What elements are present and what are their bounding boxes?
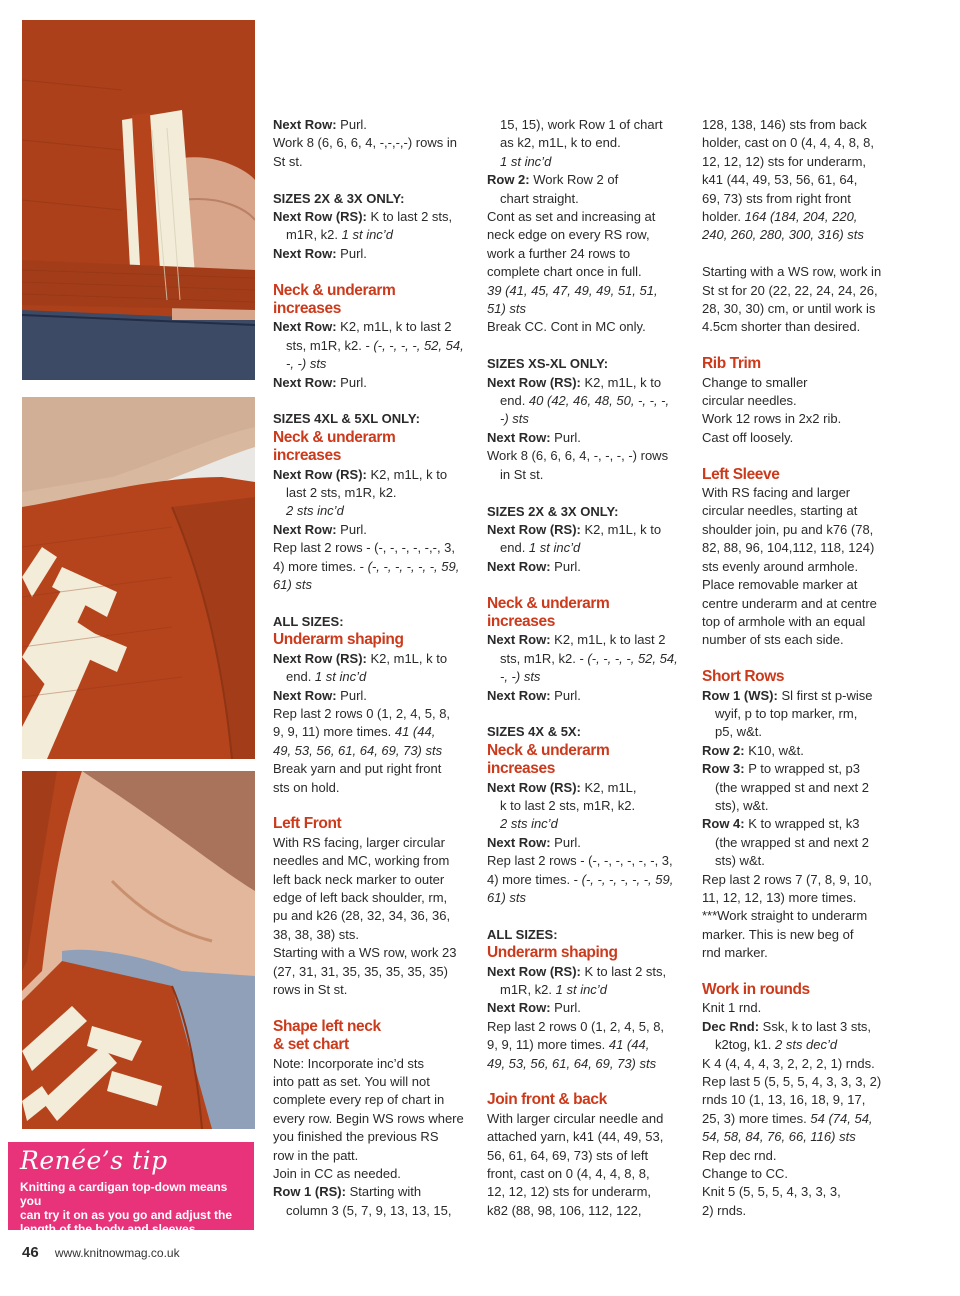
pattern-line: Row 2: Work Row 2 of	[487, 172, 619, 188]
pattern-line	[487, 153, 691, 171]
stitch-count: 1 st inc’d	[341, 227, 393, 243]
pattern-line: 128, 138, 146) sts from back	[702, 117, 867, 132]
pattern-line	[487, 889, 691, 907]
pattern-line: Rep last 2 rows 0 (1, 2, 4, 5, 8,	[273, 705, 451, 721]
pattern-line	[487, 668, 691, 686]
section-heading: Join front & back	[487, 1091, 607, 1109]
pattern-line: sts) w&t.	[715, 853, 765, 869]
pattern-line: (the wrapped st and next 2	[715, 834, 869, 850]
pattern-line: St st.	[273, 153, 303, 169]
pattern-line: Break yarn and put right front	[273, 761, 442, 777]
pattern-line: 69, 73) sts from right front	[702, 190, 851, 206]
pattern-line: Next Row: K2, m1L, k to last 2	[487, 632, 666, 648]
section-heading: Shape left neck	[273, 1017, 381, 1035]
section-heading: Underarm shaping	[273, 631, 404, 649]
pattern-line: ***Work straight to underarm	[702, 908, 868, 924]
row-label: Next Row:	[487, 632, 551, 648]
pattern-line: Next Row (RS): K2, m1L, k to	[487, 521, 662, 537]
section-heading: increases	[273, 447, 341, 465]
pattern-line: 38, 38, 38) sts.	[273, 926, 359, 942]
pattern-line: m1R, k2. 1 st inc’d	[500, 982, 607, 998]
pattern-line: Next Row: Purl.	[273, 521, 367, 537]
page-footer	[22, 1244, 180, 1261]
pattern-line: left back neck marker to outer	[273, 871, 445, 887]
stitch-count: (-, -, -, -, 52, 54,	[587, 650, 678, 666]
stitch-count: 2 sts dec’d	[774, 1037, 838, 1053]
row-label: Next Row (RS):	[273, 650, 367, 666]
spacer	[702, 337, 906, 355]
spacer	[273, 595, 477, 613]
pattern-line: 9, 9, 11) more times. 41 (44,	[487, 1037, 650, 1053]
row-label: Next Row (RS):	[487, 963, 581, 979]
pattern-line: Rep last 2 rows - (-, -, -, -, -,-, 3,	[273, 540, 456, 556]
pattern-line: marker. This is new beg of	[702, 926, 854, 942]
section-heading: Work in rounds	[702, 981, 810, 999]
pattern-line: into patt as set. You will not	[273, 1074, 430, 1090]
stitch-count: 40 (42, 46, 48, 50, -, -, -,	[528, 393, 670, 409]
pattern-line: Row 1 (WS): Sl first st p-wise	[702, 687, 873, 703]
row-label: Row 2:	[487, 172, 530, 188]
pattern-line: Knit 5 (5, 5, 5, 4, 3, 3, 3,	[702, 1184, 841, 1200]
pattern-line: With RS facing and larger	[702, 485, 851, 501]
pattern-line	[273, 355, 477, 373]
row-label: Next Row (RS):	[273, 209, 367, 225]
pattern-line: Note: Incorporate inc’d sts	[273, 1055, 425, 1071]
pattern-line: 4) more times. - (-, -, -, -, -, -, 59,	[487, 871, 674, 887]
row-label: Next Row:	[273, 117, 337, 132]
photo-sleeve-cuff	[22, 20, 255, 380]
stitch-count: 2 sts inc’d	[500, 816, 558, 832]
pattern-line: work a further 24 rows to	[487, 245, 631, 261]
spacer	[273, 797, 477, 815]
pattern-line: (the wrapped st and next 2	[715, 779, 869, 795]
pattern-line: Place removable marker at	[702, 577, 858, 593]
pattern-line	[487, 282, 691, 300]
tip-text	[20, 1180, 244, 1236]
pattern-line: Next Row (RS): K2, m1L,	[487, 779, 637, 795]
pattern-line: 56, 61, 64, 69, 73) sts of left	[487, 1147, 649, 1163]
pattern-line	[487, 1055, 691, 1073]
pattern-line: p5, w&t.	[715, 724, 762, 740]
pattern-line: 12, 12, 12) sts for underarm,	[702, 153, 867, 169]
pattern-line: complete chart once in full.	[487, 264, 642, 280]
row-label: Next Row:	[273, 687, 337, 703]
spacer	[702, 245, 906, 263]
size-label: SIZES 2X & 3X ONLY:	[487, 503, 619, 519]
pattern-line: Work 8 (6, 6, 6, 4, -, -, -, -) rows	[487, 448, 669, 464]
row-label: Next Row:	[487, 687, 551, 703]
section-heading: Left Front	[273, 815, 342, 833]
pattern-line: 82, 88, 96, 104,112, 118, 124)	[702, 540, 875, 556]
stitch-count: 41 (44,	[608, 1037, 650, 1053]
spacer	[487, 484, 691, 502]
pattern-line: every row. Begin WS rows where	[273, 1110, 464, 1126]
pattern-line: Rep last 5 (5, 5, 5, 4, 3, 3, 3, 2)	[702, 1074, 882, 1090]
size-label: SIZES 4XL & 5XL ONLY:	[273, 411, 420, 427]
section-heading: Neck & underarm	[273, 428, 396, 446]
row-label: Next Row:	[487, 1000, 551, 1016]
pattern-line: Cont as set and increasing at	[487, 209, 656, 225]
pattern-line: holder. 164 (184, 204, 220,	[702, 209, 858, 225]
row-label: Next Row:	[273, 319, 337, 335]
stitch-count: (-, -, -, -, -, -, 59,	[581, 871, 674, 887]
pattern-line: 28, 30, 30) cm, or until work is	[702, 301, 876, 317]
pattern-line: Cast off loosely.	[702, 429, 794, 445]
sleeve-cuff-image	[22, 20, 255, 380]
pattern-line: Row 1 (RS): Starting with	[273, 1184, 422, 1200]
stitch-count: 1 st inc’d	[555, 982, 607, 998]
pattern-line: Next Row: Purl.	[273, 245, 367, 261]
pattern-line: sts), w&t.	[715, 797, 769, 813]
pattern-line: Row 4: K to wrapped st, k3	[702, 816, 860, 832]
row-label: Next Row (RS):	[487, 521, 581, 537]
row-label: Next Row:	[273, 374, 337, 390]
pattern-line: Rep last 2 rows - (-, -, -, -, -, -, 3,	[487, 853, 673, 869]
row-label: Row 1 (RS):	[273, 1184, 346, 1200]
section-heading: Short Rows	[702, 668, 785, 686]
size-label: ALL SIZES:	[487, 926, 558, 942]
spacer	[702, 650, 906, 668]
pattern-line: circular needles, starting at	[702, 503, 858, 519]
front-neckline-image	[22, 771, 255, 1129]
pattern-line: 4) more times. - (-, -, -, -, -, -, 59,	[273, 558, 460, 574]
pattern-line: sts, m1R, k2. - (-, -, -, -, 52, 54,	[286, 337, 464, 353]
stitch-count: 61) sts	[487, 890, 527, 905]
stitch-count: 2 sts inc’d	[286, 503, 344, 519]
pattern-line: Next Row: Purl.	[273, 687, 367, 703]
row-label: Row 1 (WS):	[702, 687, 778, 703]
section-heading: increases	[487, 760, 555, 778]
pattern-line: Rep dec rnd.	[702, 1147, 777, 1163]
row-label: Next Row (RS):	[487, 779, 581, 795]
photo-front-neckline	[22, 771, 255, 1129]
section-heading: increases	[273, 300, 341, 318]
pattern-line: Next Row: K2, m1L, k to last 2	[273, 319, 452, 335]
pattern-line: you finished the previous RS	[273, 1129, 439, 1145]
spacer	[273, 171, 477, 189]
spacer	[702, 963, 906, 981]
row-label: Next Row:	[487, 429, 551, 445]
pattern-line: 12, 12, 12) sts for underarm,	[487, 1184, 652, 1200]
footer-url: www.knitnowmag.co.uk	[54, 1246, 180, 1260]
section-heading: increases	[487, 612, 555, 630]
size-label: SIZES XS-XL ONLY:	[487, 356, 609, 372]
pattern-line: edge of left back shoulder, rm,	[273, 889, 448, 905]
spacer	[487, 576, 691, 594]
spacer	[487, 1073, 691, 1091]
pattern-line: Knit 1 rnd.	[702, 1000, 762, 1016]
pattern-line: Starting with a WS row, work in	[702, 264, 882, 280]
stitch-count: 51) sts	[487, 301, 527, 317]
pattern-line: Next Row: Purl.	[487, 429, 581, 445]
pattern-line: Row 2: K10, w&t.	[702, 742, 804, 758]
pattern-line: Next Row (RS): K to last 2 sts,	[273, 209, 453, 225]
pattern-line: Join in CC as needed.	[273, 1166, 401, 1182]
stitch-count: 1 st inc’d	[528, 540, 581, 556]
row-label: Next Row:	[487, 558, 551, 574]
pattern-line: (27, 31, 31, 35, 35, 35, 35, 35)	[273, 963, 448, 979]
text-column-1	[273, 116, 477, 1220]
row-label: Next Row:	[273, 245, 337, 261]
pattern-line: row in the patt.	[273, 1147, 359, 1163]
pattern-line: 15, 15), work Row 1 of chart	[500, 117, 663, 132]
pattern-line: rows in St st.	[273, 982, 348, 998]
size-label: SIZES 2X & 3X ONLY:	[273, 190, 405, 206]
spacer	[273, 263, 477, 281]
stitch-count: 61) sts	[273, 577, 313, 593]
pattern-line: end. 1 st inc’d	[500, 540, 581, 556]
size-label: SIZES 4X & 5X:	[487, 724, 581, 740]
pattern-line: Change to smaller	[702, 374, 808, 390]
pattern-line: St st for 20 (22, 22, 24, 24, 26,	[702, 282, 878, 298]
pattern-line	[273, 742, 477, 760]
pattern-line: Row 3: P to wrapped st, p3	[702, 761, 861, 777]
stitch-count: 41 (44,	[394, 724, 436, 740]
pattern-line: 9, 9, 11) more times. 41 (44,	[273, 724, 436, 740]
pattern-line: holder, cast on 0 (4, 4, 4, 8, 8,	[702, 135, 874, 151]
pattern-line: With RS facing, larger circular	[273, 834, 445, 850]
pattern-line: sts on hold.	[273, 779, 340, 795]
spacer	[702, 447, 906, 465]
pattern-line: rnd marker.	[702, 945, 768, 961]
pattern-line: 2) rnds.	[702, 1202, 747, 1218]
pattern-line	[487, 410, 691, 428]
pattern-line: k41 (44, 49, 53, 56, 61, 64,	[702, 172, 858, 188]
stitch-count: 164 (184, 204, 220,	[744, 209, 858, 225]
pattern-line: end. 40 (42, 46, 48, 50, -, -, -,	[500, 393, 670, 409]
pattern-line: Next Row (RS): K to last 2 sts,	[487, 963, 667, 979]
pattern-line: chart straight.	[500, 190, 579, 206]
stitch-count: -) sts	[500, 411, 529, 427]
pattern-line	[702, 1128, 906, 1146]
photo-shoulder-chevron	[22, 397, 255, 759]
pattern-line: k to last 2 sts, m1R, k2.	[500, 797, 636, 813]
pattern-line: Rep last 2 rows 7 (7, 8, 9, 10,	[702, 871, 872, 887]
stitch-count: 1 st inc’d	[314, 669, 367, 685]
spacer	[487, 907, 691, 925]
pattern-line: Starting with a WS row, work 23	[273, 945, 457, 961]
pattern-line: With larger circular needle and	[487, 1110, 664, 1126]
row-label: Next Row (RS):	[487, 374, 581, 390]
spacer	[487, 705, 691, 723]
row-label: Next Row (RS):	[273, 466, 367, 482]
pattern-line: as k2, m1L, k to end.	[500, 135, 621, 151]
pattern-line: Next Row: Purl.	[273, 117, 367, 132]
tip-line: length of the body and sleeves	[20, 1222, 196, 1236]
stitch-count: 54, 58, 84, 76, 66, 116) sts	[702, 1129, 856, 1145]
pattern-line	[273, 576, 477, 594]
section-heading: Underarm shaping	[487, 944, 618, 962]
pattern-line: Next Row (RS): K2, m1L, k to	[273, 466, 448, 482]
row-label: Row 3:	[702, 761, 745, 777]
section-heading: Neck & underarm	[273, 281, 396, 299]
pattern-line: Dec Rnd: Ssk, k to last 3 sts,	[702, 1018, 872, 1034]
pattern-line: sts evenly around armhole.	[702, 558, 859, 574]
row-label: Next Row:	[487, 834, 551, 850]
pattern-line: k82 (88, 98, 106, 112, 122,	[487, 1202, 642, 1218]
tip-line: Knitting a cardigan top-down means you	[20, 1180, 228, 1208]
pattern-line: m1R, k2. 1 st inc’d	[286, 227, 393, 243]
pattern-line: 11, 12, 12, 13) more times.	[702, 890, 857, 905]
pattern-line: end. 1 st inc’d	[286, 669, 367, 685]
stitch-count: 49, 53, 56, 61, 64, 69, 73) sts	[487, 1055, 657, 1071]
pattern-line: last 2 sts, m1R, k2.	[286, 485, 397, 501]
section-heading: Neck & underarm	[487, 741, 610, 759]
tip-line: can try it on as you go and adjust the	[20, 1208, 233, 1222]
pattern-line	[487, 300, 691, 318]
section-heading: Neck & underarm	[487, 594, 610, 612]
pattern-line: in St st.	[500, 466, 544, 482]
tip-box	[8, 1142, 254, 1236]
pattern-line: shoulder join, pu and k76 (78,	[702, 521, 874, 537]
size-label: ALL SIZES:	[273, 613, 344, 629]
page-number: 46	[22, 1244, 39, 1261]
pattern-line: number of sts each side.	[702, 632, 844, 648]
pattern-line: attached yarn, k41 (44, 49, 53,	[487, 1129, 664, 1145]
row-label: Row 4:	[702, 816, 745, 832]
pattern-line: Next Row: Purl.	[487, 687, 581, 703]
pattern-line: complete every rep of chart in	[273, 1092, 445, 1108]
section-heading: Rib Trim	[702, 355, 761, 373]
section-heading: & set chart	[273, 1036, 349, 1054]
stitch-count: 39 (41, 45, 47, 49, 49, 51, 51,	[487, 282, 658, 298]
pattern-line: Rep last 2 rows 0 (1, 2, 4, 5, 8,	[487, 1018, 665, 1034]
row-label: Next Row:	[273, 521, 337, 537]
stitch-count: (-, -, -, -, -, -, 59,	[367, 558, 460, 574]
stitch-count: -, -) sts	[500, 669, 541, 685]
pattern-line: Work 12 rows in 2x2 rib.	[702, 411, 842, 427]
pattern-line: needles and MC, working from	[273, 853, 450, 869]
pattern-line: Break CC. Cont in MC only.	[487, 319, 646, 335]
pattern-line: front, cast on 0 (4, 4, 4, 8, 8,	[487, 1166, 650, 1182]
pattern-line: centre underarm and at centre	[702, 595, 877, 611]
pattern-line: Next Row: Purl.	[487, 1000, 581, 1016]
spacer	[487, 337, 691, 355]
row-label: Dec Rnd:	[702, 1018, 760, 1034]
pattern-line: wyif, p to top marker, rm,	[715, 705, 858, 721]
pattern-line: top of armhole with an equal	[702, 613, 866, 629]
pattern-line: Next Row: Purl.	[487, 558, 581, 574]
pattern-line: 25, 3) more times. 54 (74, 54,	[702, 1110, 873, 1126]
stitch-count: -, -) sts	[286, 356, 327, 372]
pattern-line: Change to CC.	[702, 1166, 788, 1182]
shoulder-chevron-image	[22, 397, 255, 759]
pattern-line: Next Row (RS): K2, m1L, k to	[487, 374, 662, 390]
pattern-line: 4.5cm shorter than desired.	[702, 319, 861, 335]
row-label: Row 2:	[702, 742, 745, 758]
pattern-line: Next Row: Purl.	[487, 834, 581, 850]
pattern-line	[273, 502, 477, 520]
pattern-line: Work 8 (6, 6, 6, 4, -,-,-,-) rows in	[273, 135, 457, 151]
pattern-line: Next Row (RS): K2, m1L, k to	[273, 650, 448, 666]
pattern-line: neck edge on every RS row,	[487, 227, 650, 243]
pattern-line	[487, 815, 691, 833]
pattern-line: sts, m1R, k2. - (-, -, -, -, 52, 54,	[500, 650, 678, 666]
spacer	[273, 392, 477, 410]
stitch-count: (-, -, -, -, 52, 54,	[373, 337, 464, 353]
spacer	[273, 999, 477, 1017]
stitch-count: 1 st inc’d	[500, 153, 552, 169]
pattern-line: k2tog, k1. 2 sts dec’d	[715, 1037, 838, 1053]
stitch-count: 54 (74, 54,	[810, 1110, 873, 1126]
pattern-line: rnds 10 (1, 13, 16, 18, 9, 17,	[702, 1092, 866, 1108]
pattern-line: column 3 (5, 7, 9, 13, 13, 15,	[286, 1202, 452, 1218]
stitch-count: 240, 260, 280, 300, 316) sts	[702, 227, 864, 243]
pattern-line: K 4 (4, 4, 4, 3, 2, 2, 2, 1) rnds.	[702, 1055, 875, 1071]
pattern-line	[702, 226, 906, 244]
stitch-count: 49, 53, 56, 61, 64, 69, 73) sts	[273, 742, 443, 758]
pattern-line: pu and k26 (28, 32, 34, 36, 36,	[273, 908, 451, 924]
text-column-3	[702, 116, 906, 1220]
tip-title: Renée’s tip	[20, 1146, 168, 1175]
text-column-2	[487, 116, 691, 1220]
pattern-line: Next Row: Purl.	[273, 374, 367, 390]
pattern-line: circular needles.	[702, 393, 797, 409]
section-heading: Left Sleeve	[702, 465, 780, 483]
